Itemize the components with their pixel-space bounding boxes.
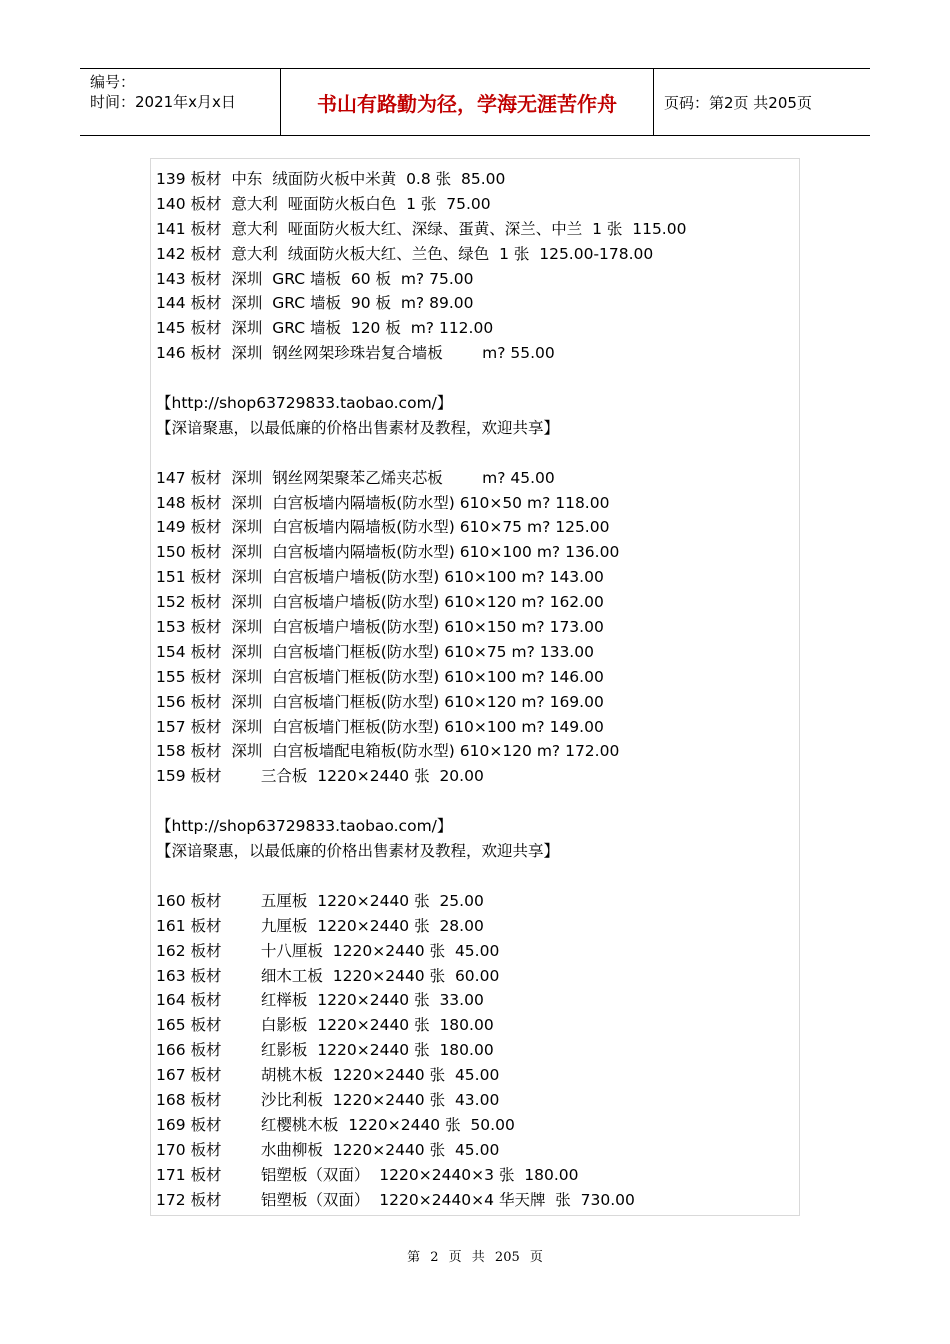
price-line: 146 板材 深圳 钢丝网架珍珠岩复合墙板 m? 55.00 xyxy=(156,344,555,363)
price-line: 144 板材 深圳 GRC 墙板 90 板 m? 89.00 xyxy=(156,294,474,313)
page-footer: 第 2 页 共 205 页 xyxy=(407,1250,543,1265)
blank-line xyxy=(156,366,799,391)
blank-line xyxy=(156,864,799,889)
price-line: 164 板材 红榉板 1220×2440 张 33.00 xyxy=(156,991,484,1010)
header-motto: 书山有路勤为径，学海无涯苦作舟 xyxy=(281,69,654,135)
price-line: 142 板材 意大利 绒面防火板大红、兰色、绿色 1 张 125.00-178.00 xyxy=(156,244,654,263)
price-line: 151 板材 深圳 白宫板墙户墙板(防水型) 610×100 m? 143.00 xyxy=(156,568,604,587)
price-line: 154 板材 深圳 白宫板墙门框板(防水型) 610×75 m? 133.00 xyxy=(156,642,594,661)
price-line: 171 板材 铝塑板（双面） 1220×2440×3 张 180.00 xyxy=(156,1165,579,1184)
price-line: 162 板材 十八厘板 1220×2440 张 45.00 xyxy=(156,941,500,960)
price-line: 165 板材 白影板 1220×2440 张 180.00 xyxy=(156,1016,494,1035)
price-line: 150 板材 深圳 白宫板墙内隔墙板(防水型) 610×100 m? 136.00 xyxy=(156,543,620,562)
price-line: 139 板材 中东 绒面防火板中米黄 0.8 张 85.00 xyxy=(156,170,506,188)
header-page-info: 页码：第2页 共205页 xyxy=(664,93,812,112)
promo-line: 【http://shop63729833.taobao.com/】 xyxy=(156,817,453,836)
price-line: 156 板材 深圳 白宫板墙门框板(防水型) 610×120 m? 169.00 xyxy=(156,692,604,711)
price-line: 170 板材 水曲柳板 1220×2440 张 45.00 xyxy=(156,1140,500,1159)
time-label: 时间：2021年x月x日 xyxy=(90,93,236,111)
price-line: 163 板材 细木工板 1220×2440 张 60.00 xyxy=(156,966,500,985)
price-line: 172 板材 铝塑板（双面） 1220×2440×4 华天牌 张 730.00 xyxy=(156,1190,635,1209)
blank-line xyxy=(156,441,799,466)
price-line: 155 板材 深圳 白宫板墙门框板(防水型) 610×100 m? 146.00 xyxy=(156,667,604,686)
price-line: 140 板材 意大利 哑面防火板白色 1 张 75.00 xyxy=(156,194,491,213)
price-line: 141 板材 意大利 哑面防火板大红、深绿、蛋黄、深兰、中兰 1 张 115.00 xyxy=(156,219,687,238)
price-line: 160 板材 五厘板 1220×2440 张 25.00 xyxy=(156,891,484,910)
price-line: 167 板材 胡桃木板 1220×2440 张 45.00 xyxy=(156,1066,500,1085)
price-line: 143 板材 深圳 GRC 墙板 60 板 m? 75.00 xyxy=(156,269,474,288)
code-label: 编号： xyxy=(90,73,136,91)
promo-line: 【http://shop63729833.taobao.com/】 xyxy=(156,394,453,413)
price-line: 145 板材 深圳 GRC 墙板 120 板 m? 112.00 xyxy=(156,319,494,338)
price-line: 168 板材 沙比利板 1220×2440 张 43.00 xyxy=(156,1090,500,1109)
header-meta xyxy=(80,69,281,135)
price-line: 149 板材 深圳 白宫板墙内隔墙板(防水型) 610×75 m? 125.00 xyxy=(156,518,610,537)
price-line: 153 板材 深圳 白宫板墙户墙板(防水型) 610×150 m? 173.00 xyxy=(156,618,604,637)
document-body xyxy=(150,158,800,1216)
page-header xyxy=(80,68,870,136)
price-line: 159 板材 三合板 1220×2440 张 20.00 xyxy=(156,767,484,786)
price-line: 147 板材 深圳 钢丝网架聚苯乙烯夹芯板 m? 45.00 xyxy=(156,468,555,487)
price-line: 166 板材 红影板 1220×2440 张 180.00 xyxy=(156,1041,494,1060)
price-line: 152 板材 深圳 白宫板墙户墙板(防水型) 610×120 m? 162.00 xyxy=(156,593,604,612)
price-line: 148 板材 深圳 白宫板墙内隔墙板(防水型) 610×50 m? 118.00 xyxy=(156,493,610,512)
promo-line: 【深谙聚惠，以最低廉的价格出售素材及教程，欢迎共享】 xyxy=(156,842,560,861)
price-line: 157 板材 深圳 白宫板墙门框板(防水型) 610×100 m? 149.00 xyxy=(156,717,604,736)
blank-line xyxy=(156,789,799,814)
price-line: 161 板材 九厘板 1220×2440 张 28.00 xyxy=(156,916,484,935)
price-line: 158 板材 深圳 白宫板墙配电箱板(防水型) 610×120 m? 172.00 xyxy=(156,742,620,761)
price-line: 169 板材 红樱桃木板 1220×2440 张 50.00 xyxy=(156,1115,515,1134)
promo-line: 【深谙聚惠，以最低廉的价格出售素材及教程，欢迎共享】 xyxy=(156,418,560,437)
